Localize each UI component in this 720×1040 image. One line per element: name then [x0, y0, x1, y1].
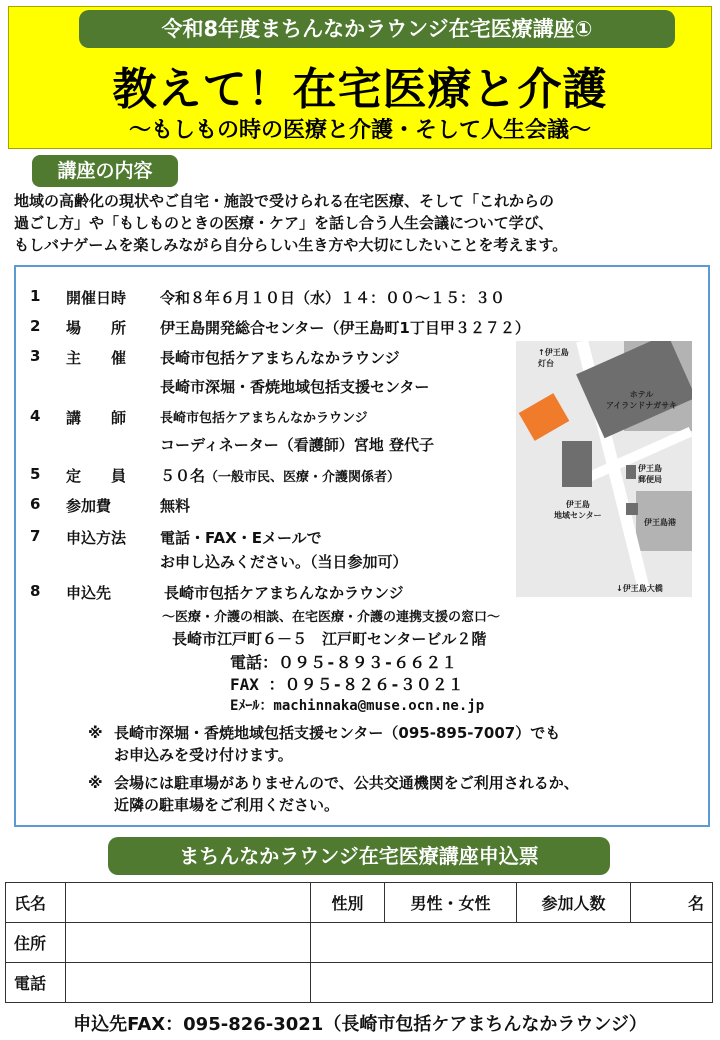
note-mark: ※: [88, 774, 103, 792]
detail-number: 2: [30, 317, 41, 335]
map-port-label: 伊王島港: [644, 518, 676, 527]
detail-number: 5: [30, 465, 41, 483]
detail-value: 無料: [160, 497, 191, 515]
page-subtitle: ～もしもの時の医療と介護・そして人生会議～: [128, 118, 591, 143]
count-unit: 名: [687, 894, 704, 913]
detail-value: 伊王島開発総合センター（伊王島町1丁目甲３２７２）: [160, 319, 530, 337]
venue-map: [516, 341, 692, 597]
map-port: [626, 503, 638, 515]
count-label: 参加人数: [517, 883, 631, 923]
section-title: 講座の内容: [32, 155, 178, 187]
contact-name: 長崎市包括ケアまちんなかラウンジ: [164, 584, 404, 602]
footer-fax: 申込先FAX：095-826-3021（長崎市包括ケアまちんなかラウンジ）: [73, 1014, 647, 1035]
detail-value: コーディネーター（看護師）宮地 登代子: [160, 436, 435, 454]
name-label: 氏名: [6, 883, 66, 923]
detail-number: 1: [30, 287, 41, 305]
detail-value: ５０名: [160, 467, 206, 485]
note-line: お申込みを受け付けます。: [114, 746, 293, 764]
detail-label: 場 所: [66, 319, 127, 337]
map-hotel-label: ホテル アイランドナガサキ: [606, 390, 678, 410]
phone-field-extension[interactable]: [311, 963, 713, 1003]
sex-label: 性別: [311, 883, 385, 923]
detail-number: 3: [30, 347, 41, 365]
detail-value: 長崎市包括ケアまちんなかラウンジ: [160, 411, 368, 426]
detail-note: （一般市民、医療・介護関係者）: [205, 470, 401, 485]
name-field[interactable]: [66, 883, 311, 923]
note-2: [74, 772, 579, 816]
map-lighthouse-label: ↑伊王島 灯台: [538, 348, 569, 368]
contact-address: 長崎市江戸町６－５ 江戸町センタービル２階: [172, 630, 487, 648]
page-title: 教えて！在宅医療と介護: [112, 64, 608, 115]
map-bridge-label: ↓伊王島大橋: [616, 584, 663, 593]
detail-label: 申込方法: [66, 529, 127, 547]
detail-value: 長崎市包括ケアまちんなかラウンジ: [160, 349, 400, 367]
contact-tagline: ～医療・介護の相談、在宅医療・介護の連携支援の窓口～: [162, 610, 501, 625]
detail-label: 開催日時: [66, 289, 127, 307]
intro-line: もしバナゲームを楽しみながら自分らしい生き方や大切にしたいことを考えます。: [14, 236, 568, 254]
detail-label: 主 催: [66, 349, 127, 367]
contact-fax: FAX ：０９５-８２６-３０２１: [230, 675, 464, 694]
detail-value: お申し込みください。（当日参加可）: [160, 553, 408, 571]
title-banner: [8, 6, 712, 149]
map-center-building: [562, 441, 592, 487]
note-line: 会場には駐車場がありませんので、公共交通機関をご利用されるか、: [114, 774, 579, 792]
phone-field[interactable]: [66, 963, 311, 1003]
phone-label: 電話: [6, 963, 66, 1003]
intro-line: 地域の高齢化の現状やご自宅・施設で受けられる在宅医療、そして「これからの: [14, 192, 555, 210]
note-mark: ※: [88, 724, 103, 742]
detail-value: 長崎市深堀・香焼地域包括支援センター: [160, 378, 430, 396]
address-field[interactable]: [66, 923, 311, 963]
note-line: 長崎市深堀・香焼地域包括支援センター（095-895-7007）でも: [114, 724, 561, 742]
contact-tel: 電話：０９５-８９３-６６２１: [230, 653, 458, 672]
detail-value: 電話・FAX・Eメールで: [160, 529, 322, 547]
detail-value: 令和８年６月１０日（水）１４：００～１５：３０: [160, 289, 506, 307]
contact-email[interactable]: Eﾒｰﾙ：machinnaka@muse.ocn.ne.jp: [230, 698, 485, 714]
intro-line: 過ごし方」や「もしものときの医療・ケア」を話し合う人生会議について学び、: [14, 214, 554, 232]
address-field-extension[interactable]: [311, 923, 713, 963]
map-center-label: 伊王島 地域センター: [554, 500, 602, 520]
detail-number: 8: [30, 582, 41, 600]
detail-label: 参加費: [66, 497, 112, 515]
series-label: 令和8年度まちんなかラウンジ在宅医療講座①: [79, 10, 675, 48]
sex-field[interactable]: 男性・女性: [385, 883, 517, 923]
application-form: [5, 882, 713, 1003]
detail-number: 6: [30, 495, 41, 513]
count-field[interactable]: [631, 883, 713, 923]
detail-label: 定 員: [66, 467, 127, 485]
address-label: 住所: [6, 923, 66, 963]
detail-label: 講 師: [66, 409, 127, 427]
detail-number: 4: [30, 407, 41, 425]
map-post-office-label: 伊王島 郵便局: [638, 464, 662, 484]
map-post-office: [626, 465, 636, 479]
detail-label: 申込先: [66, 584, 112, 602]
note-line: 近隣の駐車場をご利用ください。: [114, 796, 340, 814]
note-1: [74, 722, 560, 766]
intro-text: [14, 190, 714, 256]
detail-number: 7: [30, 527, 41, 545]
form-title: まちんなかラウンジ在宅医療講座申込票: [108, 837, 610, 875]
